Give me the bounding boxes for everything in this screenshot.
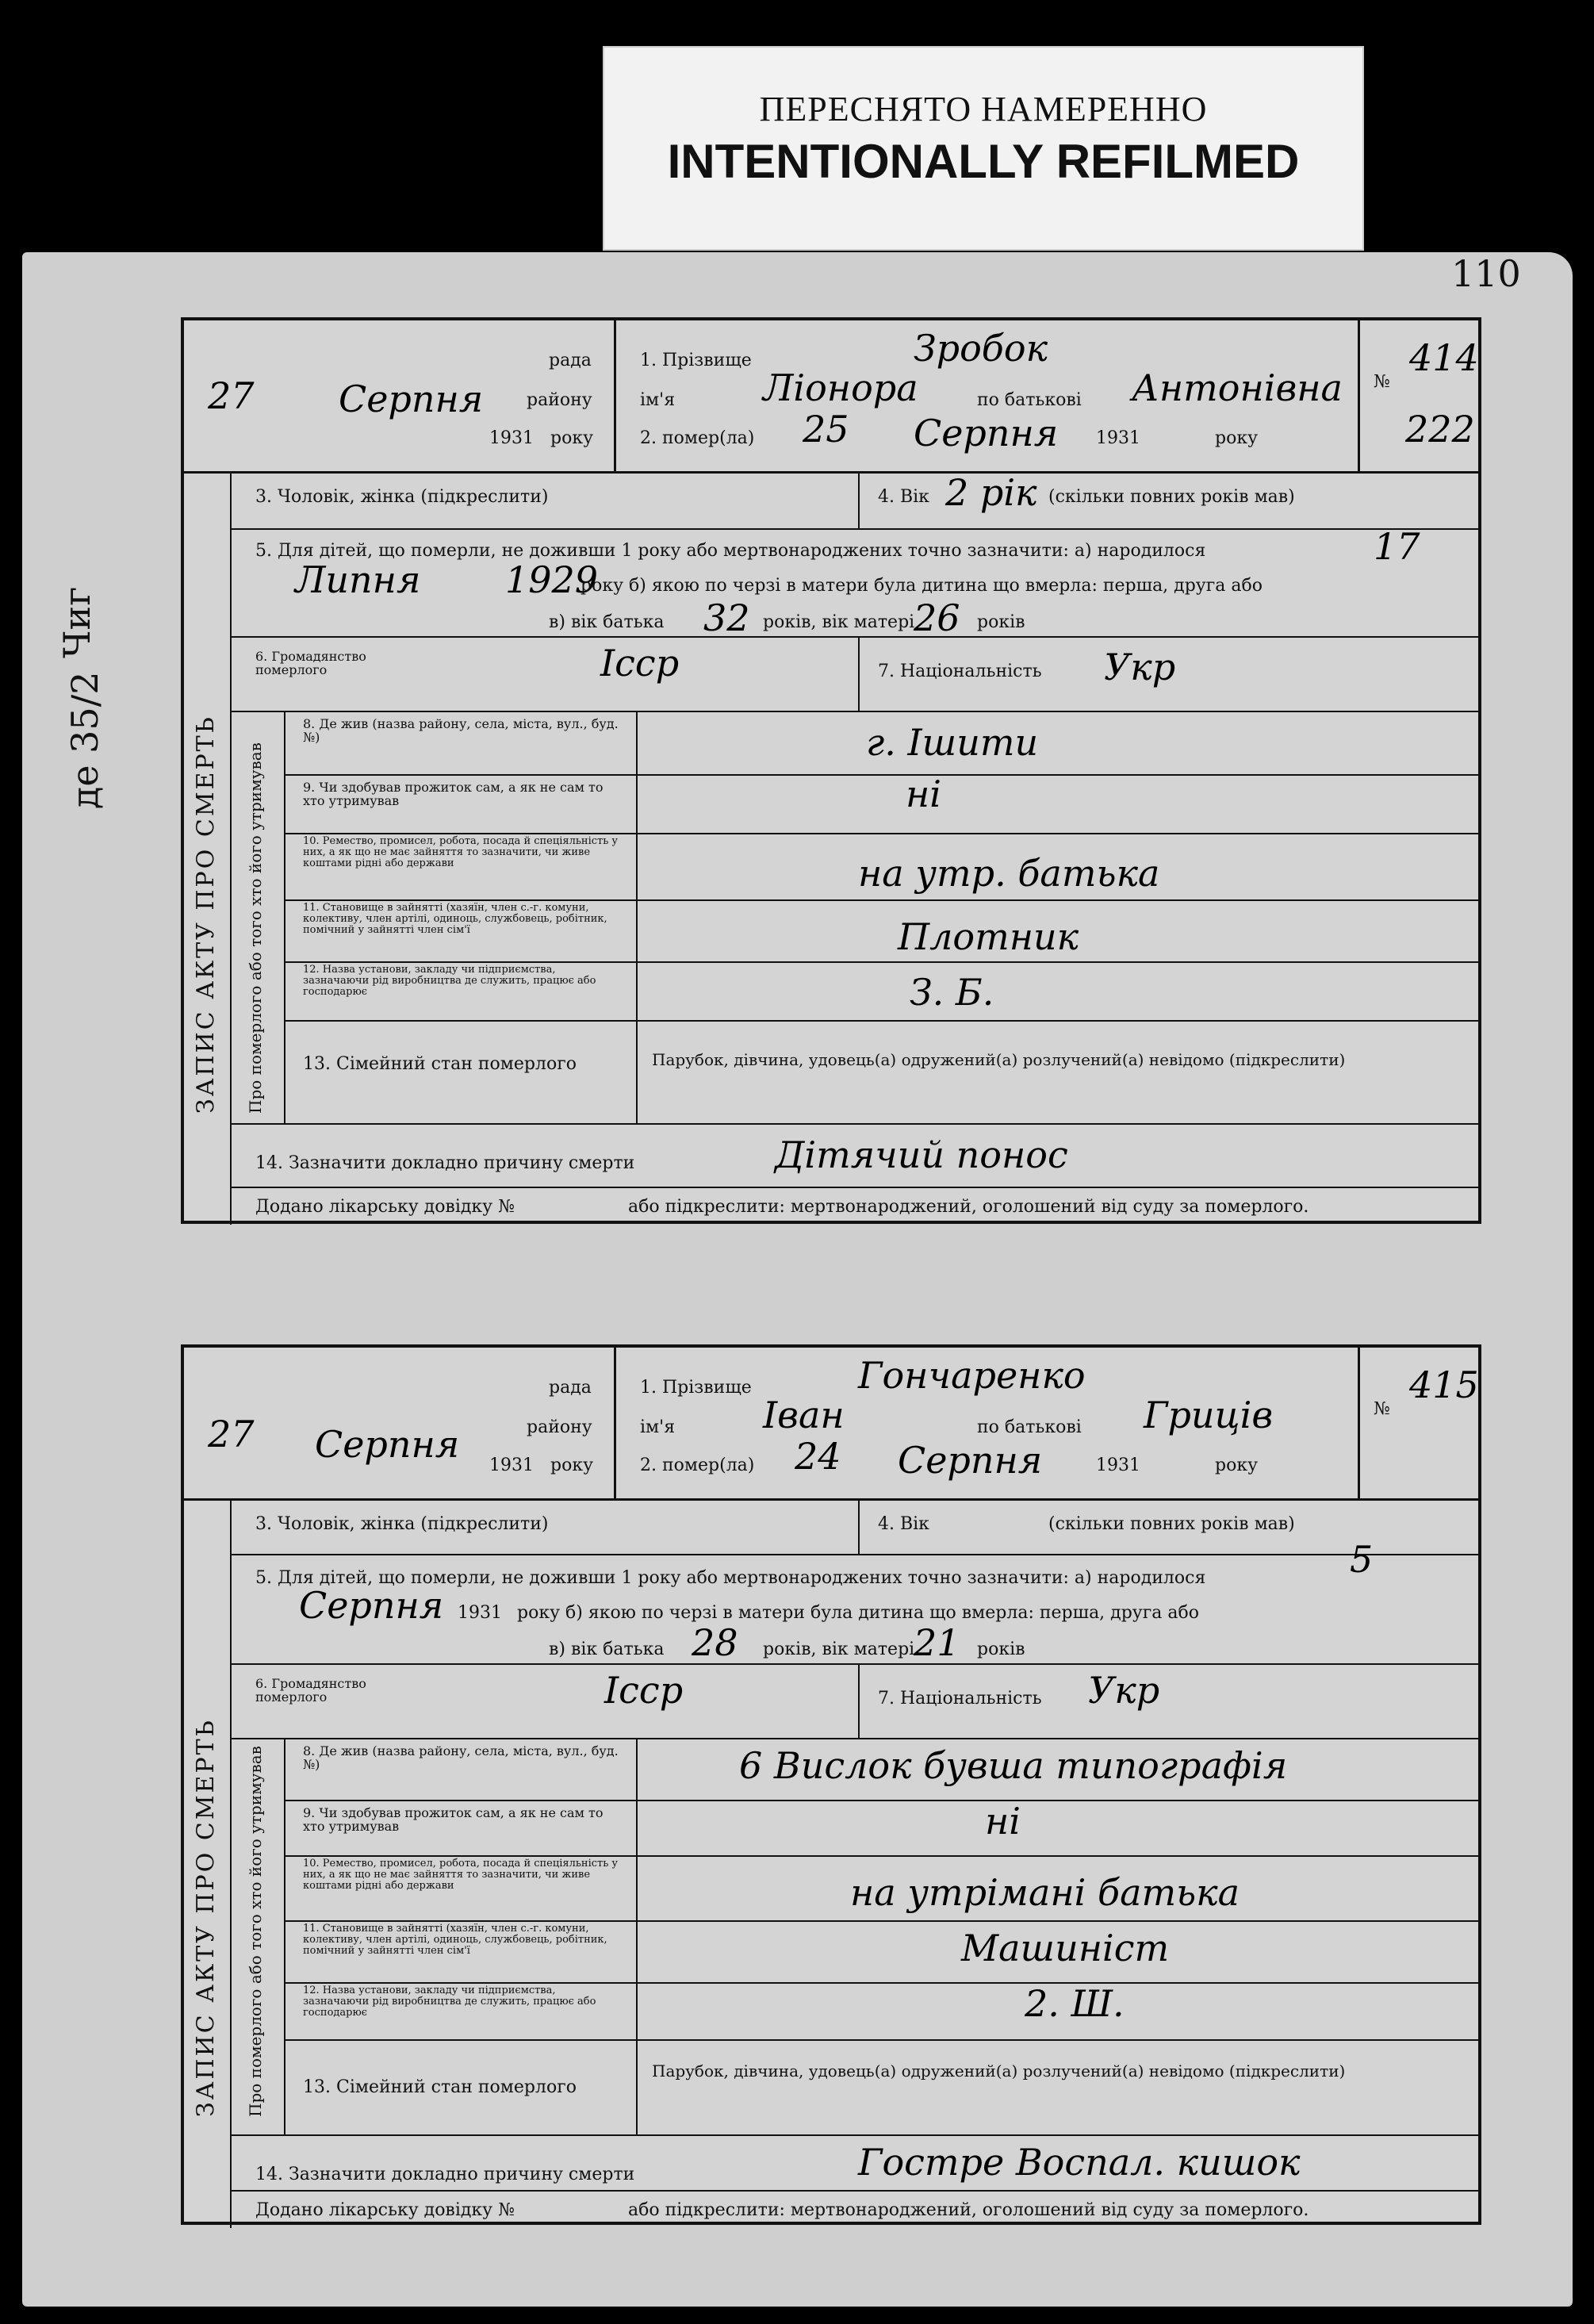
label-gender-2: 3. Чоловік, жінка (підкреслити)	[255, 1514, 549, 1534]
label-nationality-2: 7. Національність	[878, 1689, 1042, 1708]
self-support-value: ні	[906, 773, 942, 815]
label-p5c: в) вік батька	[549, 612, 665, 632]
reg-month: Серпня	[339, 378, 484, 420]
label-cause-2: 14. Зазначити докладно причину смерти	[255, 2165, 635, 2184]
label-occupation: 10. Ремество, промисел, робота, посада й спеціяльність у них, а як що не має зайняття то зазначити, чи живе коштами рідні або держави	[303, 835, 619, 869]
form-header-2	[184, 1348, 1478, 1501]
label-roku-2b: року	[1215, 1455, 1259, 1475]
cause-value-2: Гостре Воспал. кишок	[858, 2141, 1301, 2184]
vertical-subtitle: Про померлого або того хто його утримував	[246, 742, 265, 1114]
marital-options-2: Парубок, дівчина, удовець(а) одружений(а) розлучений(а) невідомо (підкреслити)	[652, 2061, 1346, 2080]
residence-value: г. Ішити	[866, 721, 1039, 764]
citizenship-value: Ісср	[600, 642, 680, 685]
refilmed-stamp	[603, 46, 1364, 251]
label-rayonu: району	[527, 390, 592, 410]
label-patronymic: по батькові	[977, 390, 1082, 410]
occupation-value: на утр. батька	[858, 852, 1160, 895]
death-record-form-1	[181, 317, 1481, 1224]
label-cause: 14. Зазначити докладно причину смерти	[255, 1153, 635, 1173]
label-institution-2: 12. Назва установи, закладу чи підприємства, зазначаючи рід виробництва де служить, працює або господарює	[303, 1985, 596, 2019]
name-value: Ліонора	[763, 366, 918, 409]
label-rada: рада	[549, 351, 592, 370]
label-footer: Додано лікарську довідку №	[255, 1197, 515, 1217]
label-marital: 13. Сімейний стан померлого	[303, 1054, 577, 1074]
nationality-value: Укр	[1104, 646, 1176, 688]
label-age-tail-2: (скільки повних років мав)	[1048, 1514, 1295, 1534]
label-patronymic-2: по батькові	[977, 1417, 1082, 1437]
label-p5c-2: в) вік батька	[549, 1639, 665, 1659]
label-rada-2: рада	[549, 1378, 592, 1398]
born-year-2: 1931	[458, 1603, 502, 1623]
born-month-2: Серпня	[299, 1584, 444, 1627]
patronymic-value-2: Гриців	[1144, 1394, 1274, 1436]
label-position: 11. Становище в зайнятті (хазяїн, член с.-г. комуни, колективу, член артілі, одиноць, службовець, робітник, помічний у зайнятті член сім'ї	[303, 902, 607, 936]
death-record-form-2	[181, 1344, 1481, 2225]
stamp-line-1: ПЕРЕСНЯТО НАМЕРЕННО	[759, 90, 1208, 128]
label-age-2: 4. Вік	[878, 1514, 929, 1534]
citizenship-value-2: Ісср	[604, 1669, 684, 1712]
death-day: 25	[803, 408, 849, 451]
institution-value: З. Б.	[910, 971, 994, 1014]
label-p5-2: 5. Для дітей, що померли, не доживши 1 року або мертвонароджених точно зазначити: а) народилося	[255, 1568, 1206, 1588]
footer-tail: або підкреслити: мертвонароджений, оголошений від суду за померлого.	[628, 1197, 1309, 1217]
label-died-2: 2. помер(ла)	[640, 1455, 755, 1475]
father-age-2: 28	[692, 1621, 738, 1664]
surname-value: Зробок	[914, 327, 1048, 370]
label-name-2: ім'я	[640, 1417, 676, 1437]
label-citizenship: 6. Громадянство померлого	[255, 649, 366, 677]
label-rayonu-2: району	[527, 1417, 592, 1437]
vertical-title-2: ЗАПИС АКТУ ПРО СМЕРТЬ	[192, 1718, 220, 2117]
death-year-2: 1931	[1096, 1455, 1140, 1475]
record-number-b: 415	[1409, 1363, 1479, 1406]
death-month-2: Серпня	[898, 1439, 1043, 1482]
father-age: 32	[703, 596, 750, 639]
label-p5d: років, вік матері	[763, 612, 915, 632]
page-number-mark: 110	[1451, 252, 1521, 295]
form-header	[184, 320, 1478, 474]
mother-age: 26	[914, 596, 960, 639]
label-self-support-2: 9. Чи здобував прожиток сам, а як не сам то хто утримував	[303, 1805, 603, 1834]
label-age-tail: (скільки повних років мав)	[1048, 487, 1295, 507]
label-p5: 5. Для дітей, що померли, не доживши 1 року або мертвонароджених точно зазначити: а) народилося	[255, 541, 1206, 561]
label-number: №	[1374, 372, 1390, 392]
label-p5b-2: року б) якою по черзі в матери була дитина що вмерла: перша, друга або	[517, 1603, 1199, 1623]
label-surname-2: 1. Прізвище	[640, 1378, 752, 1398]
label-self-support: 9. Чи здобував прожиток сам, а як не сам то хто утримував	[303, 780, 603, 808]
record-number: 414	[1409, 336, 1479, 379]
margin-note-2: де 35/2	[63, 671, 106, 809]
cause-value: Дітячий понос	[775, 1133, 1068, 1176]
born-month: Липня	[295, 558, 421, 601]
position-value-2: Машиніст	[961, 1927, 1170, 1969]
death-day-2: 24	[795, 1435, 841, 1478]
label-footer-2: Додано лікарську довідку №	[255, 2200, 515, 2220]
reg-year-2: 1931	[489, 1455, 534, 1475]
label-roku-2: року	[1215, 428, 1259, 448]
stamp-line-2: INTENTIONALLY REFILMED	[667, 135, 1300, 188]
self-support-value-2: ні	[985, 1800, 1021, 1843]
reg-month-2: Серпня	[315, 1423, 460, 1466]
label-marital-2: 13. Сімейний стан померлого	[303, 2077, 577, 2097]
residence-value-2: 6 Вислок бувша типографія	[739, 1744, 1288, 1787]
label-p5e: років	[977, 612, 1025, 632]
label-p5e-2: років	[977, 1639, 1025, 1659]
label-age: 4. Вік	[878, 487, 929, 507]
patronymic-value: Антонівна	[1132, 366, 1343, 409]
age-value: 2 рік	[945, 471, 1037, 514]
death-year: 1931	[1096, 428, 1140, 448]
born-day: 17	[1374, 525, 1420, 568]
label-occupation-2: 10. Ремество, промисел, робота, посада й спеціяльність у них, а як що не має зайняття то зазначити, чи живе коштами рідні або держави	[303, 1858, 619, 1892]
label-p5b: року б) якою по черзі в матери була дитина що вмерла: перша, друга або	[581, 576, 1263, 596]
vertical-title: ЗАПИС АКТУ ПРО СМЕРТЬ	[192, 715, 220, 1114]
vertical-subtitle-2: Про померлого або того хто його утримував	[246, 1746, 265, 2117]
label-nationality: 7. Національність	[878, 662, 1042, 681]
name-value-2: Іван	[763, 1394, 845, 1436]
reg-day-2: 27	[208, 1413, 255, 1455]
label-residence: 8. Де жив (назва району, села, міста, вул., буд. №)	[303, 716, 619, 745]
label-position-2: 11. Становище в зайнятті (хазяїн, член с.-г. комуни, колективу, член артілі, одиноць, службовець, робітник, помічний у зайнятті член сім'ї	[303, 1923, 607, 1957]
nationality-value-2: Укр	[1088, 1669, 1160, 1712]
born-day-2: 5	[1350, 1538, 1374, 1581]
label-number-2: №	[1374, 1399, 1390, 1419]
label-died: 2. помер(ла)	[640, 428, 755, 448]
born-year: 1929	[505, 558, 599, 601]
label-institution: 12. Назва установи, закладу чи підприємства, зазначаючи рід виробництва де служить, працює або господарює	[303, 964, 596, 998]
reg-year: 1931	[489, 428, 534, 448]
margin-note: Чиг	[56, 586, 98, 658]
mother-age-2: 21	[914, 1621, 960, 1664]
label-gender: 3. Чоловік, жінка (підкреслити)	[255, 487, 549, 507]
label-citizenship-2: 6. Громадянство померлого	[255, 1676, 366, 1705]
label-name: ім'я	[640, 390, 676, 410]
occupation-value-2: на утрімані батька	[850, 1871, 1240, 1914]
footer-tail-2: або підкреслити: мертвонароджений, оголошений від суду за померлого.	[628, 2200, 1309, 2220]
surname-value-2: Гончаренко	[858, 1354, 1086, 1397]
label-roku-b: року	[550, 1455, 594, 1475]
label-surname: 1. Прізвище	[640, 351, 752, 370]
marital-options: Парубок, дівчина, удовець(а) одружений(а) розлучений(а) невідомо (підкреслити)	[652, 1050, 1346, 1069]
reg-day: 27	[208, 374, 255, 417]
position-value: Плотник	[898, 915, 1079, 958]
record-number-2: 222	[1405, 408, 1475, 451]
label-residence-2: 8. Де жив (назва району, села, міста, вул., буд. №)	[303, 1743, 619, 1772]
label-p5d-2: років, вік матері	[763, 1639, 915, 1659]
label-roku: року	[550, 428, 594, 448]
death-month: Серпня	[914, 412, 1059, 454]
institution-value-2: 2. Ш.	[1025, 1982, 1125, 2025]
